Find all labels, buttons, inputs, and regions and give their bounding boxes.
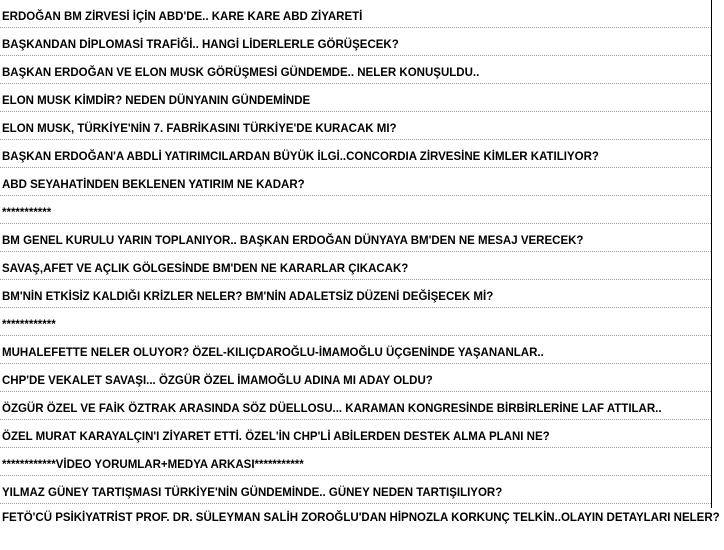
cell-row-15[interactable] (0, 392, 711, 420)
cell-row-19[interactable] (0, 504, 720, 538)
cell-row-14[interactable] (0, 364, 711, 392)
cell-text: ************ (2, 319, 56, 331)
cell-row-3[interactable] (0, 56, 711, 84)
cell-text: BAŞKAN ERDOĞAN VE ELON MUSK GÖRÜŞMESİ GÜNDEMDE.. NELER KONUŞULDU.. (2, 67, 480, 79)
cell-text: *********** (2, 207, 52, 219)
cell-row-16[interactable] (0, 420, 711, 448)
cell-text: MUHALEFETTE NELER OLUYOR? ÖZEL-KILIÇDAROĞLU-İMAMOĞLU ÜÇGENİNDE YAŞANANLAR.. (2, 347, 544, 359)
cell-row-17[interactable] (0, 448, 711, 476)
cell-text: CHP'DE VEKALET SAVAŞI... ÖZGÜR ÖZEL İMAMOĞLU ADINA MI ADAY OLDU? (2, 375, 433, 387)
cell-row-18[interactable] (0, 476, 711, 504)
cell-row-13[interactable] (0, 336, 711, 364)
cell-text: YILMAZ GÜNEY TARTIŞMASI TÜRKİYE'NİN GÜNDEMİNDE.. GÜNEY NEDEN TARTIŞILIYOR? (2, 487, 503, 499)
cell-text: BM GENEL KURULU YARIN TOPLANIYOR.. BAŞKAN ERDOĞAN DÜNYAYA BM'DEN NE MESAJ VERECEK? (2, 235, 584, 247)
cell-row-4[interactable] (0, 84, 711, 112)
cell-row-1[interactable] (0, 0, 711, 28)
cell-row-11[interactable] (0, 280, 711, 308)
cell-text: BAŞKANDAN DİPLOMASİ TRAFİĞİ.. HANGİ LİDERLERLE GÖRÜŞECEK? (2, 39, 399, 51)
cell-row-2[interactable] (0, 28, 711, 56)
cell-text: FETÖ'CÜ PSİKİYATRİST PROF. DR. SÜLEYMAN SALİH ZOROĞLU'DAN HİPNOZLA KORKUNÇ TELKİN..OLAYIN DETAYLARI NELER? (2, 512, 720, 524)
cell-row-12[interactable] (0, 308, 711, 336)
cell-text: ************VİDEO YORUMLAR+MEDYA ARKASI*********** (2, 459, 304, 471)
cell-row-10[interactable] (0, 252, 711, 280)
cell-text: BM'NİN ETKİSİZ KALDIĞI KRİZLER NELER? BM'NİN ADALETSİZ DÜZENİ DEĞİŞECEK Mİ? (2, 291, 494, 303)
cell-row-5[interactable] (0, 112, 711, 140)
cell-row-6[interactable] (0, 140, 711, 168)
cell-text: BAŞKAN ERDOĞAN'A ABDLİ YATIRIMCILARDAN BÜYÜK İLGİ..CONCORDIA ZİRVESİNE KİMLER KATILIYOR? (2, 151, 599, 163)
cell-row-7[interactable] (0, 168, 711, 196)
column-border (711, 0, 712, 508)
cell-text: ERDOĞAN BM ZİRVESİ İÇİN ABD'DE.. KARE KARE ABD ZİYARETİ (2, 11, 363, 23)
cell-text: ABD SEYAHATİNDEN BEKLENEN YATIRIM NE KADAR? (2, 179, 305, 191)
cell-text: SAVAŞ,AFET VE AÇLIK GÖLGESİNDE BM'DEN NE KARARLAR ÇIKACAK? (2, 263, 409, 275)
cell-row-8[interactable] (0, 196, 711, 224)
cell-text: ÖZGÜR ÖZEL VE FAİK ÖZTRAK ARASINDA SÖZ DÜELLOSU... KARAMAN KONGRESİNDE BİRBİRLERİNE LAF ATTILAR.. (2, 403, 662, 415)
cell-row-9[interactable] (0, 224, 711, 252)
cell-text: ELON MUSK KİMDİR? NEDEN DÜNYANIN GÜNDEMİNDE (2, 95, 311, 107)
cell-text: ELON MUSK, TÜRKİYE'NİN 7. FABRİKASINI TÜRKİYE'DE KURACAK MI? (2, 123, 397, 135)
cell-text: ÖZEL MURAT KARAYALÇIN'I ZİYARET ETTİ. ÖZEL'İN CHP'Lİ ABİLERDEN DESTEK ALMA PLANI NE? (2, 431, 550, 443)
